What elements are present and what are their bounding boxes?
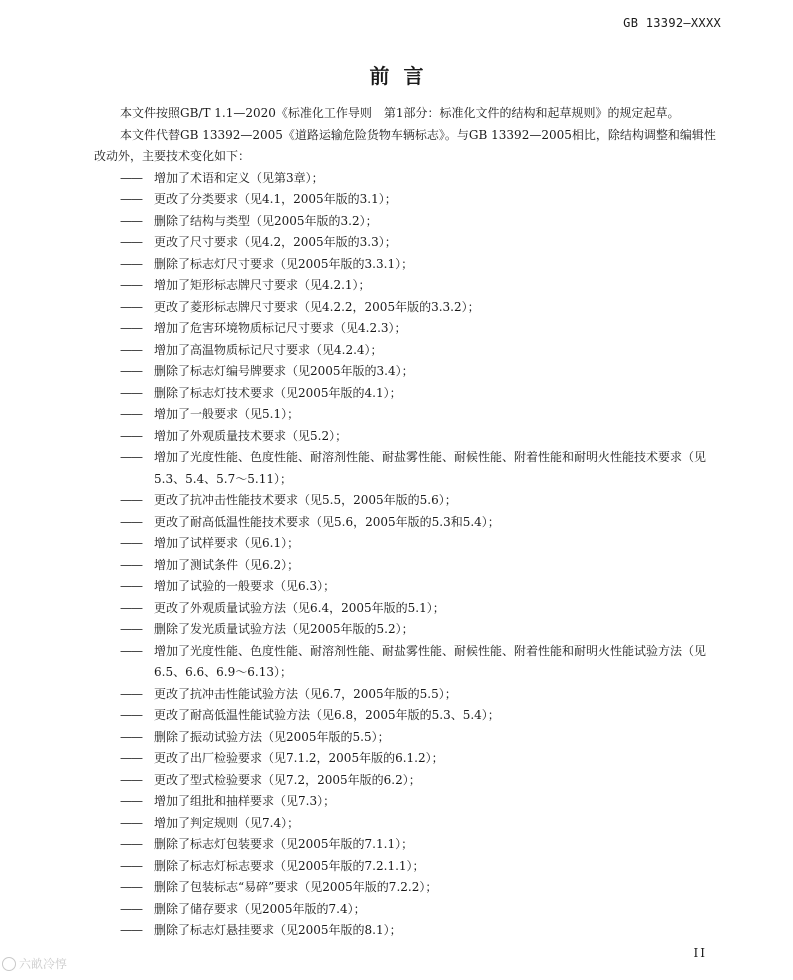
list-item: —— 删除了标志灯尺寸要求（见2005年版的3.3.1）； xyxy=(120,254,726,276)
list-item: —— 增加了术语和定义（见第3章）； xyxy=(120,168,726,190)
list-item: —— 更改了耐高低温性能技术要求（见5.6，2005年版的5.3和5.4）； xyxy=(120,512,726,534)
list-item: —— 更改了分类要求（见4.1，2005年版的3.1）； xyxy=(120,189,726,211)
list-item: —— 增加了一般要求（见5.1）； xyxy=(120,404,726,426)
list-item: —— 增加了试验的一般要求（见6.3）； xyxy=(120,576,726,598)
list-item: —— 删除了标志灯悬挂要求（见2005年版的8.1）； xyxy=(120,920,726,942)
standard-code: GB 13392—XXXX xyxy=(623,16,721,30)
list-item: —— 删除了包装标志“易碎”要求（见2005年版的7.2.2）； xyxy=(120,877,726,899)
intro-paragraph: 本文件按照GB/T 1.1—2020《标准化工作导则 第1部分：标准化文件的结构和起草规则》的规定起草。 xyxy=(120,106,680,120)
list-item: —— 增加了组批和抽样要求（见7.3）； xyxy=(120,791,726,813)
list-item: —— 更改了菱形标志牌尺寸要求（见4.2.2，2005年版的3.3.2）； xyxy=(120,297,726,319)
list-item: —— 删除了标志灯编号牌要求（见2005年版的3.4）； xyxy=(120,361,726,383)
list-item: —— 增加了危害环境物质标记尺寸要求（见4.2.3）； xyxy=(120,318,726,340)
list-item: —— 更改了型式检验要求（见7.2，2005年版的6.2）； xyxy=(120,770,726,792)
page-number: II xyxy=(693,946,707,960)
list-item: —— 增加了高温物质标记尺寸要求（见4.2.4）； xyxy=(120,340,726,362)
list-item: —— 删除了储存要求（见2005年版的7.4）； xyxy=(120,899,726,921)
list-item: —— 删除了结构与类型（见2005年版的3.2）； xyxy=(120,211,726,233)
watermark xyxy=(2,955,67,972)
list-item: —— 更改了抗冲击性能技术要求（见5.5，2005年版的5.6）； xyxy=(120,490,726,512)
list-item: —— 删除了标志灯包装要求（见2005年版的7.1.1）； xyxy=(120,834,726,856)
list-item: —— 更改了尺寸要求（见4.2，2005年版的3.3）； xyxy=(120,232,726,254)
list-item: —— 删除了振动试验方法（见2005年版的5.5）； xyxy=(120,727,726,749)
list-item: —— 增加了试样要求（见6.1）； xyxy=(120,533,726,555)
list-item: —— 增加了光度性能、色度性能、耐溶剂性能、耐盐雾性能、耐候性能、附着性能和耐明火性能技术要求（见5.3、5.4、5.7～5.11）； xyxy=(120,447,726,490)
list-item: —— 删除了发光质量试验方法（见2005年版的5.2）； xyxy=(120,619,726,641)
list-item: —— 更改了出厂检验要求（见7.1.2，2005年版的6.1.2）； xyxy=(120,748,726,770)
list-item: —— 增加了判定规则（见7.4）； xyxy=(120,813,726,835)
list-item: —— 更改了抗冲击性能试验方法（见6.7，2005年版的5.5）； xyxy=(120,684,726,706)
list-item: —— 增加了外观质量技术要求（见5.2）； xyxy=(120,426,726,448)
list-item: —— 更改了耐高低温性能试验方法（见6.8，2005年版的5.3、5.4）； xyxy=(120,705,726,727)
list-item: —— 删除了标志灯标志要求（见2005年版的7.2.1.1）； xyxy=(120,856,726,878)
replacement-paragraph: 本文件代替GB 13392—2005《道路运输危险货物车辆标志》。与GB 13392—2005相比，除结构调整和编辑性改动外，主要技术变化如下： xyxy=(94,127,716,163)
list-item: —— 删除了标志灯技术要求（见2005年版的4.1）； xyxy=(120,383,726,405)
list-item: —— 增加了矩形标志牌尺寸要求（见4.2.1）； xyxy=(120,275,726,297)
technical-changes-list xyxy=(94,168,726,942)
list-item: —— 增加了测试条件（见6.2）； xyxy=(120,555,726,577)
page-title: 前言 xyxy=(369,64,438,88)
list-item: —— 更改了外观质量试验方法（见6.4，2005年版的5.1）； xyxy=(120,598,726,620)
watermark-text: 六畝冷惇 xyxy=(19,957,68,971)
list-item: —— 增加了光度性能、色度性能、耐溶剂性能、耐盐雾性能、耐候性能、附着性能和耐明火性能试验方法（见6.5、6.6、6.9～6.13）； xyxy=(120,641,726,684)
document-body xyxy=(94,103,726,942)
watermark-logo-icon xyxy=(2,957,16,971)
